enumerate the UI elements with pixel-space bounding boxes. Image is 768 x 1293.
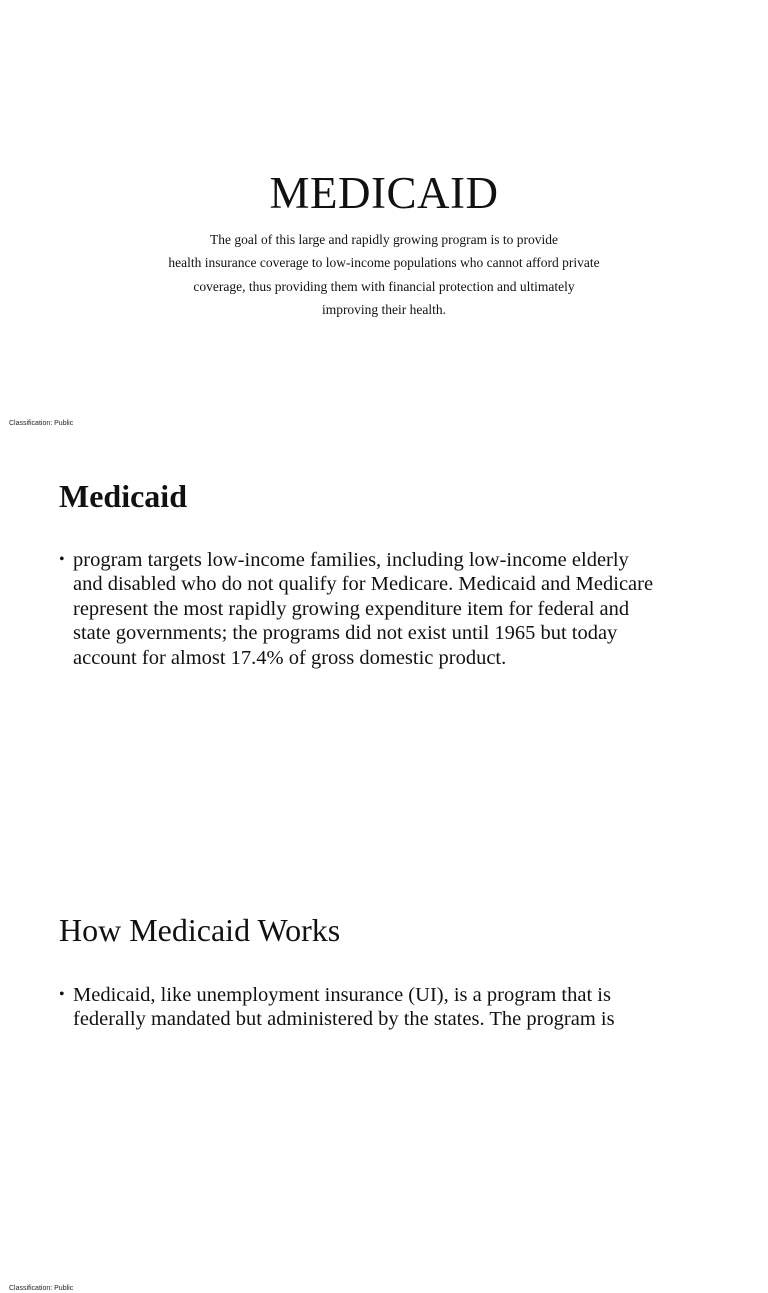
slide-subtitle: [134, 228, 634, 322]
bullet-icon: •: [59, 986, 65, 1003]
subtitle-line: coverage, thus providing them with financial protection and ultimately: [193, 278, 575, 294]
bullet-text-line: account for almost 17.4% of gross domestic product.: [73, 646, 507, 669]
subtitle-line: improving their health.: [321, 302, 447, 318]
slide-heading: Medicaid: [59, 478, 187, 514]
bullet-text-line: state governments; the programs did not exist until 1965 but today: [73, 622, 618, 645]
bullet-icon: •: [59, 551, 65, 568]
bullet-text-line: and disabled who do not qualify for Medicare. Medicaid and Medicare: [73, 573, 654, 596]
bullet-text-line: program targets low-income families, including low-income elderly: [73, 549, 629, 571]
bullet-text-line: represent the most rapidly growing expenditure item for federal and: [73, 597, 630, 620]
classification-label: Classification: Public: [9, 420, 74, 427]
bullet-text-line: federally mandated but administered by the states. The program is: [73, 1008, 615, 1031]
classification-label: Classification: Public: [9, 1285, 74, 1292]
bullet-item: [59, 548, 724, 670]
bullet-item: [59, 983, 724, 1032]
slide-title-medicaid: [0, 0, 768, 432]
bullet-list: [59, 548, 724, 670]
slide-main-title: MEDICAID: [269, 168, 499, 218]
subtitle-line: The goal of this large and rapidly growing program is to provide: [209, 232, 559, 247]
slide-how-medicaid-works: [0, 864, 768, 1031]
slide-heading: How Medicaid Works: [59, 912, 341, 948]
bullet-list: [59, 983, 724, 1032]
subtitle-line: health insurance coverage to low-income populations who cannot afford private: [168, 255, 600, 271]
bullet-text-line: Medicaid, like unemployment insurance (UI), is a program that is: [73, 984, 611, 1006]
